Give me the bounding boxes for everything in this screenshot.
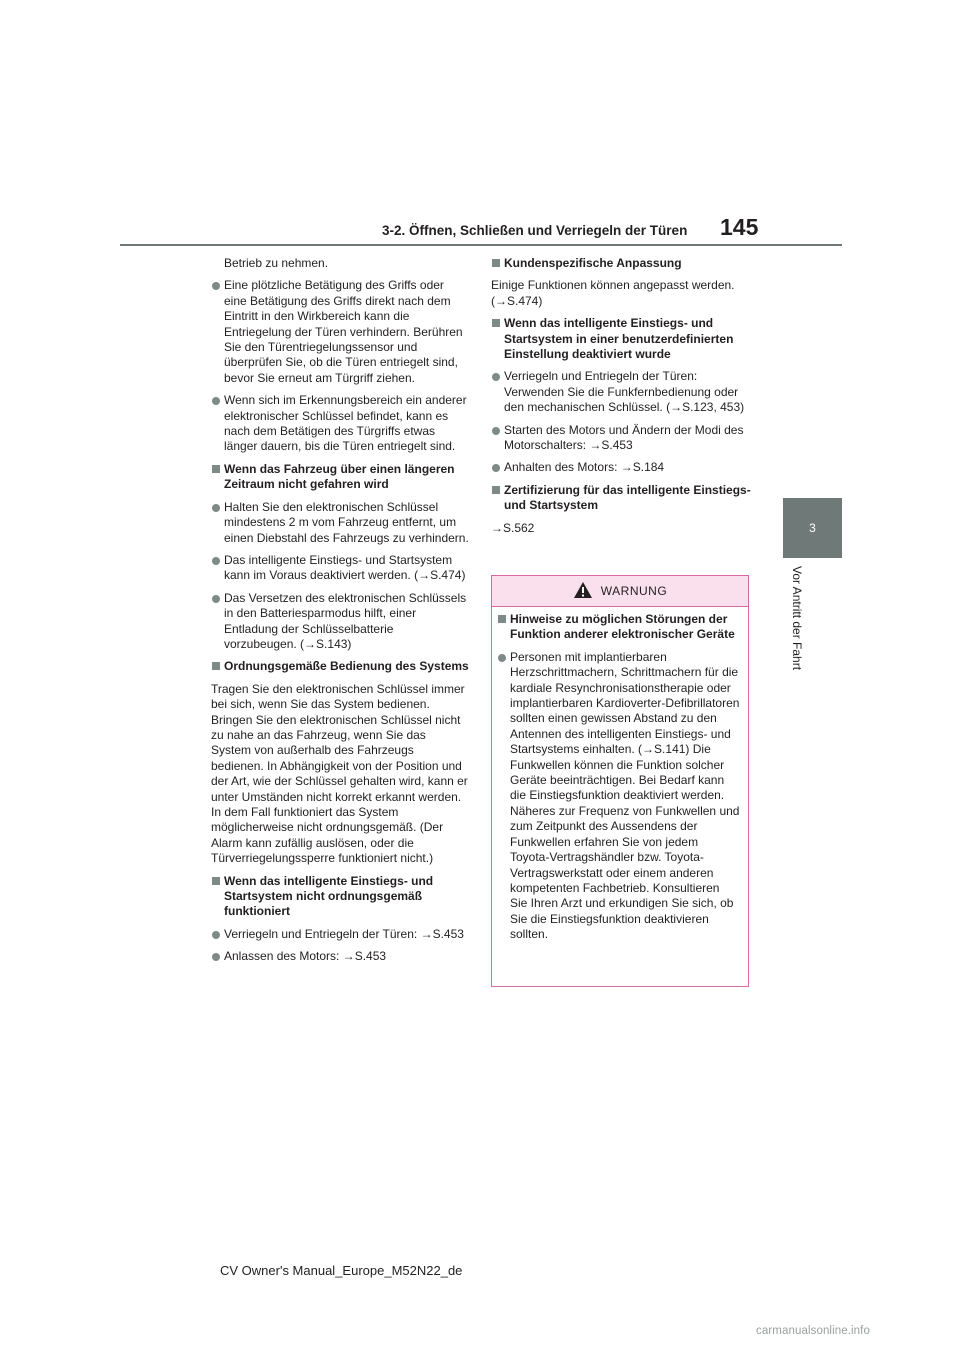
paragraph: Einige Funktionen können angepasst werden. (→S.474)	[491, 278, 735, 308]
chapter-tab[interactable]	[783, 498, 842, 558]
footer-manual-id: CV Owner's Manual_Europe_M52N22_de	[220, 1263, 463, 1278]
bullet-item: Das Versetzen des elektronischen Schlüssels in den Batteriesparmodus hilft, einer Entladung der Schlüsselbatterie vorzubeugen. (→S.143)	[211, 591, 469, 653]
section-heading: Kundenspezifische Anpassung	[491, 256, 753, 271]
bullet-item: Anlassen des Motors: →S.453	[211, 949, 469, 964]
section-heading: Wenn das intelligente Einstiegs- und Startsystem nicht ordnungsgemäß funktioniert	[211, 874, 469, 920]
section-heading: Wenn das Fahrzeug über einen längeren Zeitraum nicht gefahren wird	[211, 462, 469, 493]
right-column	[491, 256, 753, 543]
chapter-number: 3	[809, 521, 816, 535]
paragraph: Betrieb zu nehmen.	[224, 256, 329, 270]
paragraph: →S.562	[491, 520, 535, 535]
section-heading: Wenn das intelligente Einstiegs- und Startsystem in einer benutzerdefinierten Einstellung deaktiviert wurde	[491, 316, 753, 362]
section-heading: Zertifizierung für das intelligente Einstiegs- und Startsystem	[491, 483, 753, 514]
bullet-item: Verriegeln und Entriegeln der Türen: Verwenden Sie die Funkfernbedienung oder den mechanischen Schlüssel. (→S.123, 453)	[491, 369, 753, 415]
chapter-label: Vor Antritt der Fahrt	[790, 566, 804, 671]
warning-heading: Hinweise zu möglichen Störungen der Funktion anderer elektronischer Geräte	[497, 612, 740, 643]
section-heading: Ordnungsgemäße Bedienung des Systems	[211, 659, 469, 674]
page-number: 145	[720, 214, 759, 240]
bullet-item: Eine plötzliche Betätigung des Griffs oder eine Betätigung des Griffs direkt nach dem Eintritt in den Wirkbereich kann die Entriegelung der Türen verhindern. Berühren Sie den Türentriegelungssensor und überprüfen Sie, ob die Türen entriegelt sind, bevor Sie erneut am Türgriff ziehen.	[211, 278, 469, 386]
header-divider	[120, 244, 842, 246]
warning-box	[491, 575, 749, 987]
warning-bullet: Personen mit implantierbaren Herzschrittmachern, Schrittmachern für die kardiale Resynchronisationstherapie oder implantierbaren Kardioverter-Defibrillatoren sollten einen gewissen Abstand zu den Antennen des intelligenten Einstiegs- und Startsystems einhalten. (→S.141) Die Funkwellen können die Funktion solcher Geräte beeinträchtigen. Bei Bedarf kann die Einstiegsfunktion deaktiviert werden. Näheres zur Frequenz von Funkwellen und zum Zeitpunkt des Aussendens der Funkwellen erfahren Sie von jedem Toyota-Vertragshändler bzw. Toyota-Vertragswerkstatt oder einem anderen kompetenten Fachbetrieb. Konsultieren Sie Ihren Arzt und erkundigen Sie sich, ob Sie die Einstiegsfunktion deaktivieren sollten.	[497, 650, 740, 943]
warning-header	[492, 576, 748, 607]
left-column	[211, 256, 469, 972]
bullet-item: Anhalten des Motors: →S.184	[491, 460, 753, 475]
bullet-item: Starten des Motors und Ändern der Modi des Motorschalters: →S.453	[491, 423, 753, 454]
watermark[interactable]: carmanualsonline.info	[756, 1325, 870, 1337]
bullet-item: Verriegeln und Entriegeln der Türen: →S.453	[211, 927, 469, 942]
bullet-item: Wenn sich im Erkennungsbereich ein anderer elektronischer Schlüssel befindet, kann es nach dem Betätigen des Türgriffs etwas länger dauern, bis die Türen entriegelt sind.	[211, 393, 469, 455]
warning-body	[492, 607, 748, 943]
section-title: 3-2. Öffnen, Schließen und Verriegeln der Türen	[382, 223, 688, 238]
bullet-item: Halten Sie den elektronischen Schlüssel mindestens 2 m vom Fahrzeug entfernt, um einen Diebstahl des Fahrzeugs zu verhindern.	[211, 500, 469, 546]
paragraph: Tragen Sie den elektronischen Schlüssel immer bei sich, wenn Sie das System bedienen. Bringen Sie den elektronischen Schlüssel nicht zu nahe an das Fahrzeug, wenn Sie das System von außerhalb des Fahrzeugs bedienen. In Abhängigkeit von der Position und der Art, wie der Schlüssel gehalten wird, kann er unter Umständen nicht korrekt erkannt werden. In dem Fall funktioniert das System möglicherweise nicht ordnungsgemäß. (Der Alarm kann zufällig auslösen, oder die Türverriegelungssperre funktioniert nicht.)	[211, 681, 468, 866]
bullet-item: Das intelligente Einstiegs- und Startsystem kann im Voraus deaktiviert werden. (→S.474)	[211, 553, 469, 584]
warning-triangle-icon	[573, 581, 593, 602]
warning-title: WARNUNG	[600, 584, 668, 598]
